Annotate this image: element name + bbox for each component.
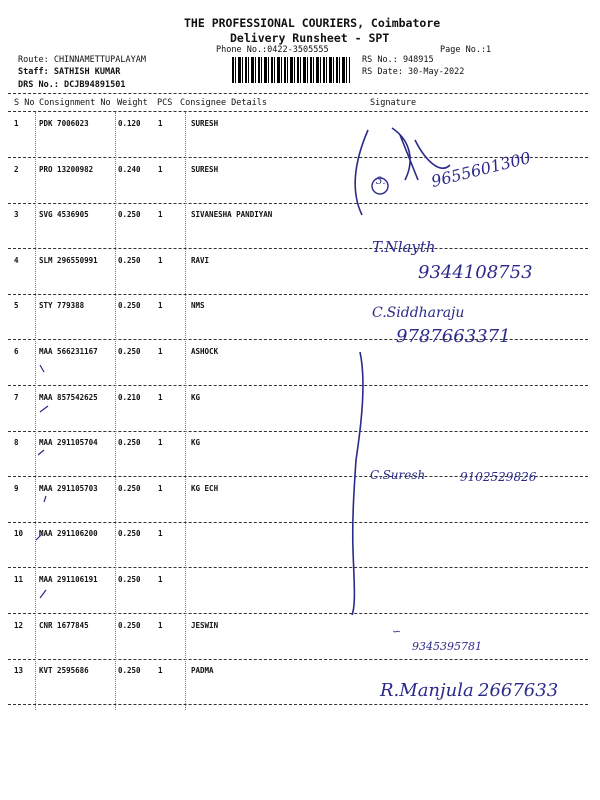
handwritten-phone: 9787663371 — [396, 326, 511, 347]
row-sno: 5 — [14, 301, 19, 310]
row-pcs: 1 — [158, 165, 163, 174]
row-sno: 13 — [14, 666, 24, 675]
row-sno: 12 — [14, 621, 24, 630]
col-signature: Signature — [370, 98, 417, 108]
row-consignee: SURESH — [191, 165, 219, 174]
handwriting-circle-3: 3. — [376, 176, 386, 187]
handwritten-phone: 9344108753 — [418, 262, 533, 283]
row-consignment-no: MAA 291106200 — [39, 529, 98, 538]
handwritten-phone: 9655601300 — [429, 147, 533, 192]
row-pcs: 1 — [158, 393, 163, 402]
handwritten-phone: 2667633 — [478, 680, 559, 701]
row-consignee: JESWIN — [191, 621, 219, 630]
handwritten-signature: T.Nlayth — [372, 238, 436, 256]
col-pcs: PCS — [157, 98, 173, 108]
row-pcs: 1 — [158, 575, 163, 584]
row-consignee: KG — [191, 393, 201, 402]
row-sno: 4 — [14, 256, 19, 265]
handwritten-phone: 9345395781 — [412, 640, 482, 653]
row-consignment-no: CNR 1677845 — [39, 621, 89, 630]
row-sno: 1 — [14, 119, 19, 128]
row-consignee: PADMA — [191, 666, 214, 675]
row-weight: 0.120 — [118, 119, 141, 128]
col-weight: Weight — [117, 98, 148, 108]
handwritten-signature: C.Suresh — [370, 468, 426, 482]
handwritten-signature: R.Manjula — [380, 680, 474, 701]
row-consignment-no: MAA 291105704 — [39, 438, 98, 447]
row-pcs: 1 — [158, 621, 163, 630]
row-sno: 11 — [14, 575, 24, 584]
row-pcs: 1 — [158, 119, 163, 128]
row-sno: 10 — [14, 529, 24, 538]
drs-number: DRS No.: DCJB94891501 — [18, 80, 126, 90]
page-number: Page No.:1 — [440, 45, 492, 55]
row-consignment-no: MAA 857542625 — [39, 393, 98, 402]
handwritten-signature: ∽ — [392, 625, 402, 638]
row-sno: 7 — [14, 393, 19, 402]
row-consignee: ASHOCK — [191, 347, 219, 356]
phone-number: Phone No.:0422-3505555 — [216, 45, 329, 55]
row-sno: 8 — [14, 438, 19, 447]
row-weight: 0.250 — [118, 347, 141, 356]
col-details: Consignee Details — [180, 98, 267, 108]
row-pcs: 1 — [158, 301, 163, 310]
row-sno: 2 — [14, 165, 19, 174]
company-name: THE PROFESSIONAL COURIERS, Coimbatore — [184, 16, 441, 30]
row-consignment-no: SLM 296550991 — [39, 256, 98, 265]
row-consignee: SURESH — [191, 119, 219, 128]
rs-date: RS Date: 30-May-2022 — [362, 67, 465, 77]
row-consignment-no: STY 779388 — [39, 301, 85, 310]
row-pcs: 1 — [158, 256, 163, 265]
staff: Staff: SATHISH KUMAR — [18, 67, 121, 77]
row-pcs: 1 — [158, 438, 163, 447]
row-weight: 0.250 — [118, 301, 141, 310]
row-weight: 0.250 — [118, 529, 141, 538]
row-consignment-no: SVG 4536905 — [39, 210, 89, 219]
row-pcs: 1 — [158, 347, 163, 356]
row-weight: 0.240 — [118, 165, 141, 174]
row-consignment-no: MAA 291105703 — [39, 484, 98, 493]
row-consignment-no: PDK 7006023 — [39, 119, 89, 128]
row-consignee: NMS — [191, 301, 205, 310]
row-consignee: SIVANESHA PANDIYAN — [191, 210, 273, 219]
row-pcs: 1 — [158, 666, 163, 675]
row-consignee: RAVI — [191, 256, 210, 265]
row-pcs: 1 — [158, 210, 163, 219]
row-consignment-no: MAA 291106191 — [39, 575, 98, 584]
row-weight: 0.250 — [118, 621, 141, 630]
row-weight: 0.250 — [118, 575, 141, 584]
row-consignee: KG — [191, 438, 201, 447]
route: Route: CHINNAMETTUPALAYAM — [18, 55, 146, 65]
row-weight: 0.250 — [118, 666, 141, 675]
row-weight: 0.210 — [118, 393, 141, 402]
row-pcs: 1 — [158, 529, 163, 538]
row-consignment-no: PRO 13200982 — [39, 165, 94, 174]
col-consignment: Consignment No — [39, 98, 111, 108]
row-weight: 0.250 — [118, 210, 141, 219]
row-weight: 0.250 — [118, 438, 141, 447]
row-pcs: 1 — [158, 484, 163, 493]
row-weight: 0.250 — [118, 256, 141, 265]
row-consignment-no: KVT 2595686 — [39, 666, 89, 675]
row-weight: 0.250 — [118, 484, 141, 493]
row-sno: 6 — [14, 347, 19, 356]
row-consignee: KG ECH — [191, 484, 219, 493]
row-sno: 3 — [14, 210, 19, 219]
handwritten-phone: 9102529826 — [460, 470, 537, 484]
row-consignment-no: MAA 566231167 — [39, 347, 98, 356]
handwritten-signature: C.Siddharaju — [372, 305, 465, 321]
page-title: Delivery Runsheet - SPT — [230, 31, 390, 45]
col-sno: S No — [14, 98, 35, 108]
rs-number: RS No.: 948915 — [362, 55, 434, 65]
row-sno: 9 — [14, 484, 19, 493]
